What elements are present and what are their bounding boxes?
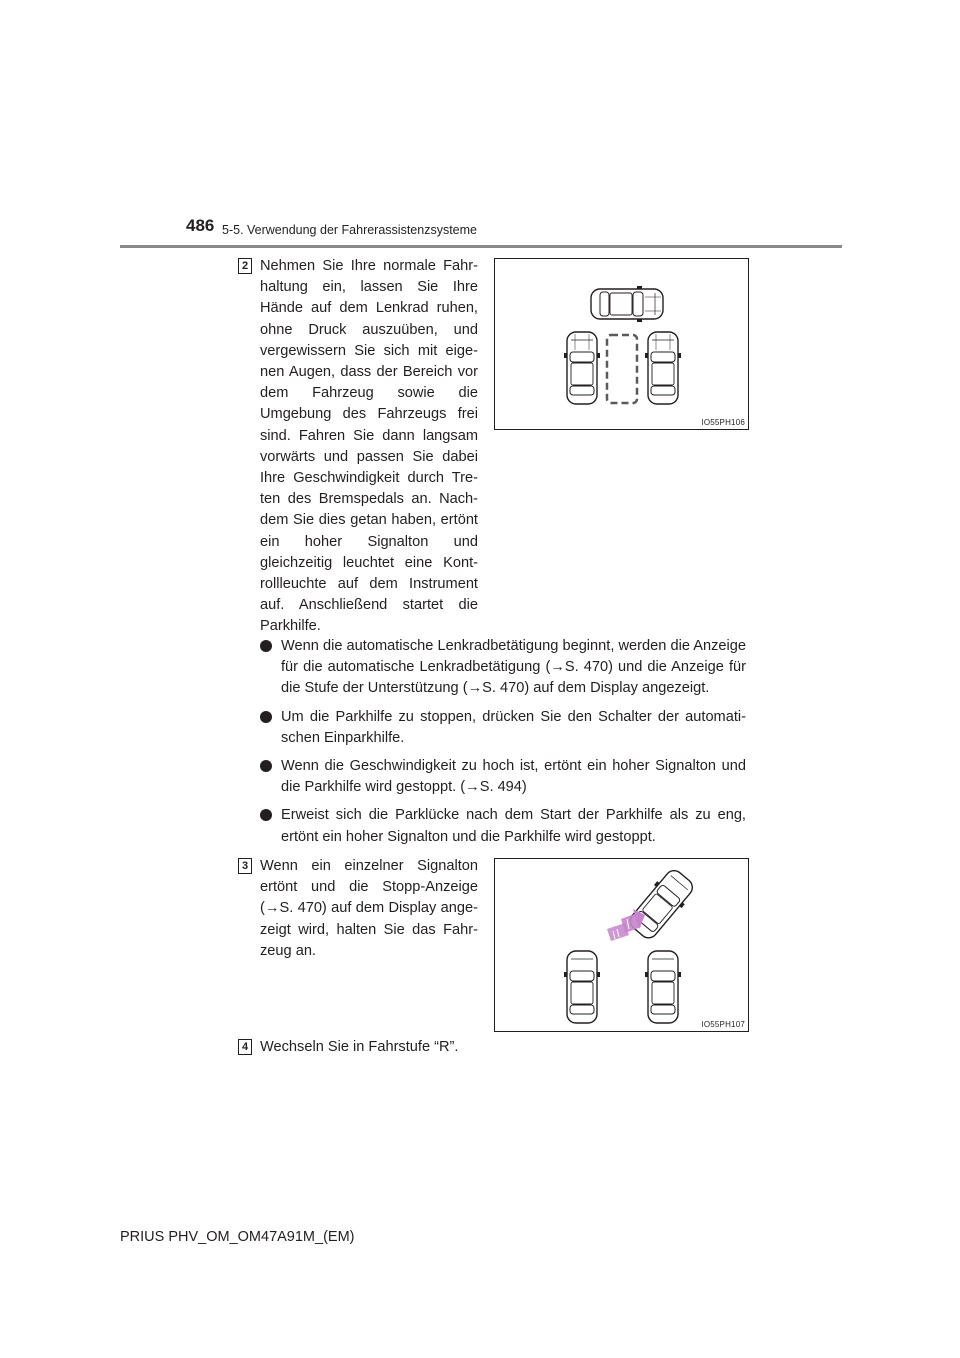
motion-arrow-icon	[607, 909, 645, 941]
header-rule	[120, 245, 842, 248]
parking-slot	[607, 335, 637, 403]
own-car	[591, 286, 663, 322]
note-item: Wenn die automatische Lenkradbetätigung beginnt, werden die Anzeige für die automatische Lenkradbetätigung (→S. 470) und die Anzeige für die Stufe der Unterstützung (→S. 470) auf dem Display angezeigt.	[260, 636, 746, 700]
step-2-notes	[260, 636, 746, 855]
figure-code: IO55PH106	[701, 418, 745, 427]
figure-code: IO55PH107	[701, 1020, 745, 1029]
step-2-text: Nehmen Sie Ihre normale Fahr- haltung ein, lassen Sie Ihre Hände auf dem Lenkrad ruhen, ohne Druck auszuüben, und vergewissern Sie sich mit eige- nen Augen, dass der Bereich vor dem Fahrzeug sowie die Umgebung des Fahrzeugs frei sind. Fahren Sie dann langsam vorwärts und passen Sie dabei Ihre Geschwindigkeit durch Tre- ten des Bremspedals an. Nach- dem Sie dies getan haben, ertönt ein hoher Signalton und gleichzeitig leuchtet eine Kont- rollleuchte auf dem Instrument auf. Anschließend startet die Parkhilfe.	[260, 258, 478, 635]
figure-parking-start	[494, 258, 749, 430]
own-car-angled	[624, 865, 698, 943]
bullet-icon	[260, 809, 272, 821]
step-4-text: Wechseln Sie in Fahrstufe “R”.	[260, 1039, 459, 1055]
page-number: 486	[186, 216, 215, 235]
parked-car-right	[645, 332, 681, 404]
bullet-icon	[260, 760, 272, 772]
parked-car-left	[564, 332, 600, 404]
step-number-3: 3	[238, 858, 252, 874]
note-item: Um die Parkhilfe zu stoppen, drücken Sie den Schalter der automati- schen Einparkhilfe.	[260, 707, 746, 749]
step-number-2: 2	[238, 258, 252, 274]
figure-parking-stop	[494, 858, 749, 1032]
parked-car-left	[564, 951, 600, 1023]
step-number-4: 4	[238, 1039, 252, 1055]
step-3-text: Wenn ein einzelner Signalton ertönt und die Stopp-Anzeige (→S. 470) auf dem Display ange- zeigt wird, halten Sie das Fahr- zeug an.	[260, 858, 478, 959]
parking-stop-illustration	[495, 859, 748, 1031]
document-footer: PRIUS PHV_OM_OM47A91M_(EM)	[120, 1229, 355, 1245]
note-item: Wenn die Geschwindigkeit zu hoch ist, ertönt ein hoher Signalton und die Parkhilfe wird gestoppt. (→S. 494)	[260, 756, 746, 798]
parked-car-right	[645, 951, 681, 1023]
bullet-icon	[260, 640, 272, 652]
bullet-icon	[260, 711, 272, 723]
parking-start-illustration	[495, 259, 748, 429]
note-item: Erweist sich die Parklücke nach dem Start der Parkhilfe als zu eng, ertönt ein hoher Signalton und die Parkhilfe wird gestoppt.	[260, 805, 746, 847]
section-title: 5-5. Verwendung der Fahrerassistenzsysteme	[222, 223, 477, 237]
